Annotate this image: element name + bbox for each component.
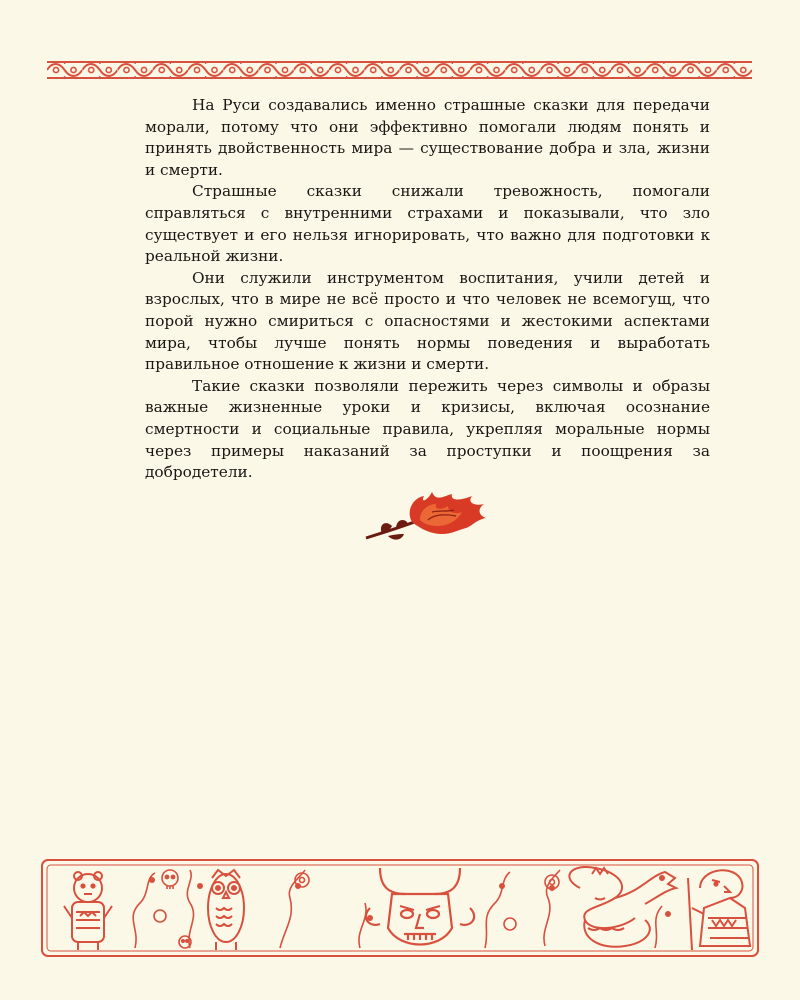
paragraph-2: Страшные сказки снижали тревожность, помогали справляться с внутренними страхами и показывали, что зло существует и его нельзя игнорировать, что важно для подготовки к реальной жизни. — [145, 182, 710, 266]
article-text — [145, 95, 710, 484]
paragraph-4: Такие сказки позволяли пережить через символы и образы важные жизненные уроки и кризисы, включая осознание смертности и социальные правила, укрепляя моральные нормы через примеры наказаний за проступки и поощрения за добродетели. — [145, 376, 710, 482]
bottom-folk-frieze — [40, 858, 760, 958]
paragraph-1: На Руси создавались именно страшные сказки для передачи морали, потому что они эффективно помогали людям понять и принять двойственность мира — существование добра и зла, жизни и смерти. — [145, 96, 710, 179]
bear-icon — [64, 872, 112, 950]
owl-icon — [208, 870, 244, 950]
firebird-feather-divider-icon — [362, 490, 486, 544]
top-ornament-border — [47, 60, 752, 80]
skull-icon — [162, 870, 191, 948]
horned-mask-icon — [366, 868, 474, 945]
paragraph-3: Они служили инструментом воспитания, учили детей и взрослых, что в мире не всё просто и что человек не всемогущ, что порой нужно смириться с опасностями и жестокими аспектами мира, чтобы лучше понять нормы поведения и выработать правильное отношение к жизни и смерти. — [145, 268, 710, 374]
baba-yaga-icon — [688, 870, 750, 950]
dragon-icon — [569, 867, 676, 947]
